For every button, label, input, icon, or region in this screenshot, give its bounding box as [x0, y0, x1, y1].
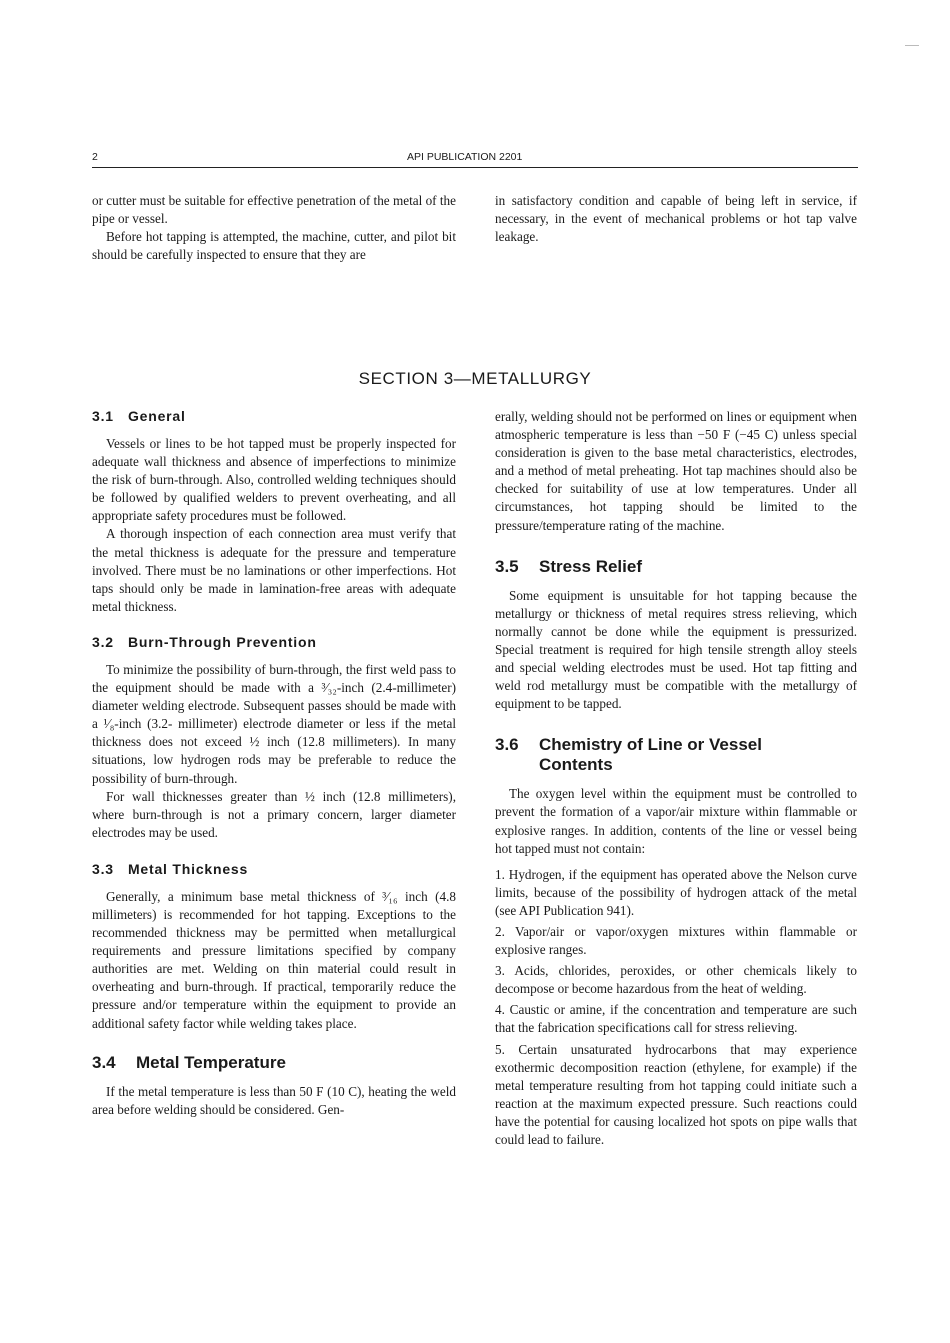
section-3-2	[92, 634, 456, 842]
paragraph: in satisfactory condition and capable of being left in service, if necessary, in the event of mechanical problems or hot tap valve leakage.	[495, 193, 857, 245]
heading-title-line-2: Contents	[539, 755, 613, 775]
paragraph: or cutter must be suitable for effective penetration of the metal of the pipe or vessel.	[92, 193, 456, 227]
paragraph: Some equipment is unsuitable for hot tapping because the metallurgy or thickness of metal requires stress relieving, which normally cannot be done while the equipment is pressurized. Special treatment is required for high tensile strength alloy steels and special welding electrodes must be used. Hot tap fitting and weld rod metallurgy must be compatible with the metallurgy of equipment to be tapped.	[495, 587, 857, 712]
heading-title: Burn-Through Prevention	[127, 633, 317, 650]
heading-title: Metal Temperature	[136, 1052, 286, 1072]
heading-3-2	[92, 634, 456, 650]
heading-number: 3.3	[92, 860, 114, 877]
header-rule	[92, 167, 858, 168]
heading-3-5	[495, 557, 857, 577]
left-column	[92, 408, 456, 1119]
heading-3-3	[92, 861, 456, 877]
section-3-5	[495, 557, 857, 714]
paragraph: A thorough inspection of each connection area must verify that the metal thickness is adequate for the pressure and temperature involved. There must be no laminations or other imperfections. Hot taps should only be made in lamination-free areas with adequate metal thickness.	[92, 526, 456, 614]
list-item: 4. Caustic or amine, if the concentration and temperature are such that the fabrication specifications call for stress relieving.	[495, 1002, 857, 1036]
paragraph: Vessels or lines to be hot tapped must be properly inspected for adequate wall thickness and absence of imperfections to minimize the risk of burn-through. Also, controlled welding techniques should be followed by qualified welders to prevent overheating, and all appropriate safety procedures must be followed.	[92, 436, 456, 524]
running-header-title: API PUBLICATION 2201	[407, 151, 523, 163]
paragraph: If the metal temperature is less than 50 F (10 C), heating the weld area before welding should be considered. Gen-	[92, 1083, 456, 1117]
paragraph: For wall thicknesses greater than ½ inch (12.8 millimeters), where burn-through is not a primary concern, larger diameter electrodes may be used.	[92, 788, 456, 840]
section-3-1	[92, 408, 456, 616]
heading-number: 3.5	[495, 556, 519, 576]
heading-number: 3.1	[92, 408, 114, 424]
list-item: 5. Certain unsaturated hydrocarbons that may experience exothermic decomposition reaction (ethylene, for example) if the metal temperature resulting from hot tapping could initiate such a reaction at the maximum expected pressure. Such reactions could have the potential for causing localized hot spots on pipe walls that could lead to failure.	[495, 1041, 857, 1147]
paragraph: erally, welding should not be performed on lines or equipment when atmospheric temperature is less than −50 F (−45 C) unless special consideration is given to the base metal characteristics, electrodes, and a method of metal preheating. Hot tap machines should also be checked for suitability of use at low temperatures. Under all circumstances, hot tapping should be limited to the pressure/temperature rating of the machine.	[495, 409, 857, 533]
heading-number: 3.4	[92, 1052, 116, 1072]
paragraph: The oxygen level within the equipment must be controlled to prevent the formation of a vapor/air mixture within flammable or explosive ranges. In addition, contents of the line or vessel being hot tapped must not contain:	[495, 786, 857, 856]
heading-3-6	[495, 735, 857, 775]
paragraph: Generally, a minimum base metal thickness of ³⁄₁₆ inch (4.8 millimeters) is recommended for hot tapping. Exceptions to the recommended thickness may be permitted when metallurgical requirements and pressure limitations specified by company authorities are met. Welding on thin material could result in overheating and burn-through. If practical, temporarily reduce the pressure and/or temperature within the equipment to provide an additional safety factor while welding takes place.	[92, 888, 456, 1031]
heading-title: Stress Relief	[539, 556, 642, 576]
list-item: 2. Vapor/air or vapor/oxygen mixtures within flammable or explosive ranges.	[495, 923, 857, 958]
list-item: 1. Hydrogen, if the equipment has operated above the Nelson curve limits, because of the possibility of hydrogen attack of the metal (see API Publication 941).	[495, 866, 857, 918]
top-right-column	[495, 192, 857, 246]
heading-number: 3.2	[92, 633, 114, 650]
page-number: 2	[92, 151, 98, 163]
heading-3-4	[92, 1053, 456, 1073]
heading-3-1	[92, 408, 456, 424]
top-left-column	[92, 192, 456, 264]
right-column	[495, 408, 857, 1152]
section-title: SECTION 3—METALLURGY	[358, 369, 592, 388]
section-3-6	[495, 735, 857, 1149]
paragraph: Before hot tapping is attempted, the machine, cutter, and pilot bit should be carefully inspected to ensure that they are	[92, 229, 456, 263]
heading-title: Metal Thickness	[127, 860, 249, 877]
list-item: 3. Acids, chlorides, peroxides, or other chemicals likely to decompose or become hazardous from the heat of welding.	[495, 963, 857, 997]
heading-title-line-1: Chemistry of Line or Vessel	[539, 735, 762, 755]
heading-title: General	[127, 408, 186, 424]
section-3-3	[92, 861, 456, 1033]
paragraph: To minimize the possibility of burn-through, the first weld pass to the equipment should be made with a ³⁄₃₂-inch (2.4-millimeter) diameter welding electrode. Subsequent passes should be made with a ¹⁄₈-inch (3.2- millimeter) electrode diameter or less if the metal thickness does not exceed ½ inch (12.8 millimeters). In many situations, low hydrogen rods may be preferable to reduce the possibility of burn-through.	[92, 661, 456, 786]
heading-number: 3.6	[495, 735, 519, 755]
contents-list	[495, 866, 857, 1149]
scan-mark	[905, 45, 919, 46]
section-3-4	[92, 1053, 456, 1119]
